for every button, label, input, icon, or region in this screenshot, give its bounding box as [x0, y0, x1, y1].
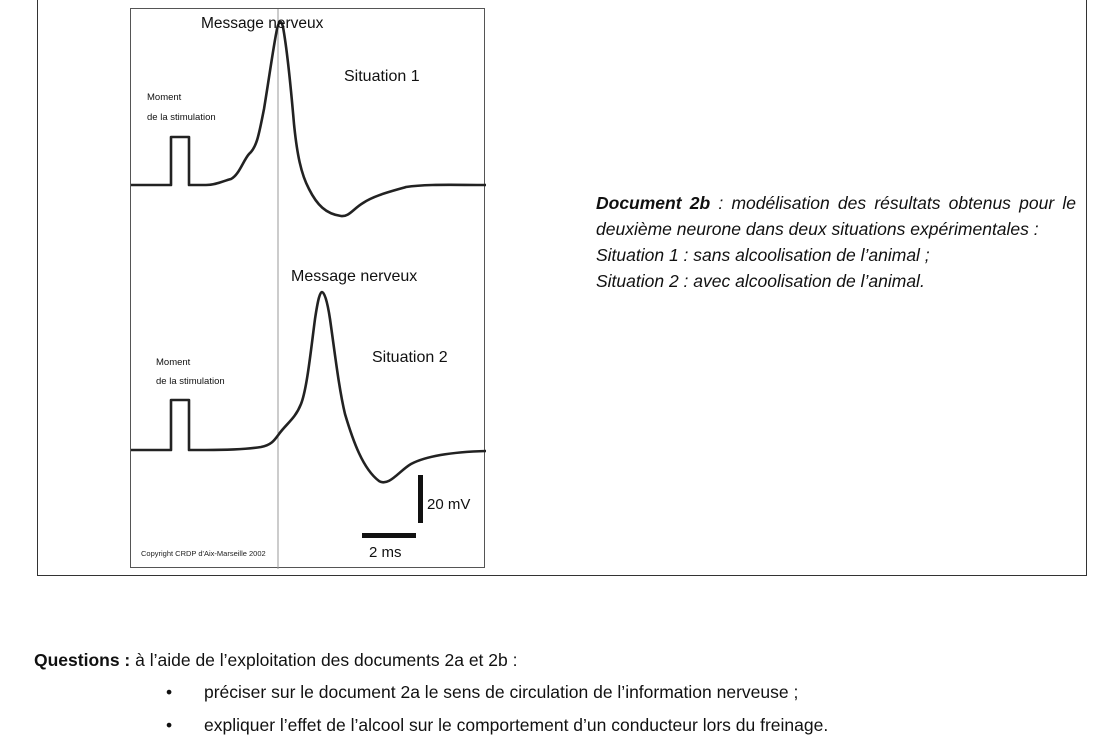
stimulation-label-2-line2: de la stimulation — [156, 376, 225, 387]
time-scale-bar — [362, 533, 416, 538]
questions-heading — [34, 650, 517, 671]
oscillogram-figure — [130, 8, 485, 568]
stimulation-label-2-line1: Moment — [156, 357, 191, 368]
voltage-scale-label: 20 mV — [427, 496, 471, 513]
caption-paragraph — [596, 190, 1076, 242]
question-text: préciser sur le document 2a le sens de circulation de l’information nerveuse ; — [204, 682, 799, 702]
list-item — [152, 713, 828, 746]
list-item — [152, 680, 828, 713]
situation-1-label: Situation 1 — [344, 68, 420, 85]
time-scale-label: 2 ms — [369, 544, 402, 561]
bullet-icon: • — [166, 682, 173, 702]
copyright-notice: Copyright CRDP d'Aix-Marseille 2002 — [141, 549, 266, 558]
questions-label: Questions : — [34, 650, 131, 670]
caption-situation-1: Situation 1 : sans alcoolisation de l’animal ; — [596, 245, 930, 265]
bullet-icon: • — [166, 715, 173, 735]
voltage-scale-bar — [418, 475, 423, 523]
stimulation-label-1-line2: de la stimulation — [147, 112, 216, 123]
caption-description: : modélisation des résultats obtenus pour le deuxième neurone dans deux situations expérimentales : — [596, 193, 1076, 239]
caption-title: Document 2b — [596, 193, 711, 213]
oscillogram-svg — [131, 9, 486, 569]
trace-situation-2 — [131, 292, 486, 482]
caption-situation-2: Situation 2 : avec alcoolisation de l’animal. — [596, 271, 925, 291]
document-caption — [596, 190, 1076, 294]
questions-list — [152, 680, 828, 746]
question-text: expliquer l’effet de l’alcool sur le comportement d’un conducteur lors du freinage. — [204, 715, 829, 735]
stimulation-label-1-line1: Moment — [147, 92, 182, 103]
message-label-situation-1: Message nerveux — [201, 15, 324, 32]
situation-2-label: Situation 2 — [372, 349, 448, 366]
questions-intro: à l’aide de l’exploitation des documents 2a et 2b : — [130, 650, 518, 670]
message-label-situation-2: Message nerveux — [291, 268, 418, 285]
